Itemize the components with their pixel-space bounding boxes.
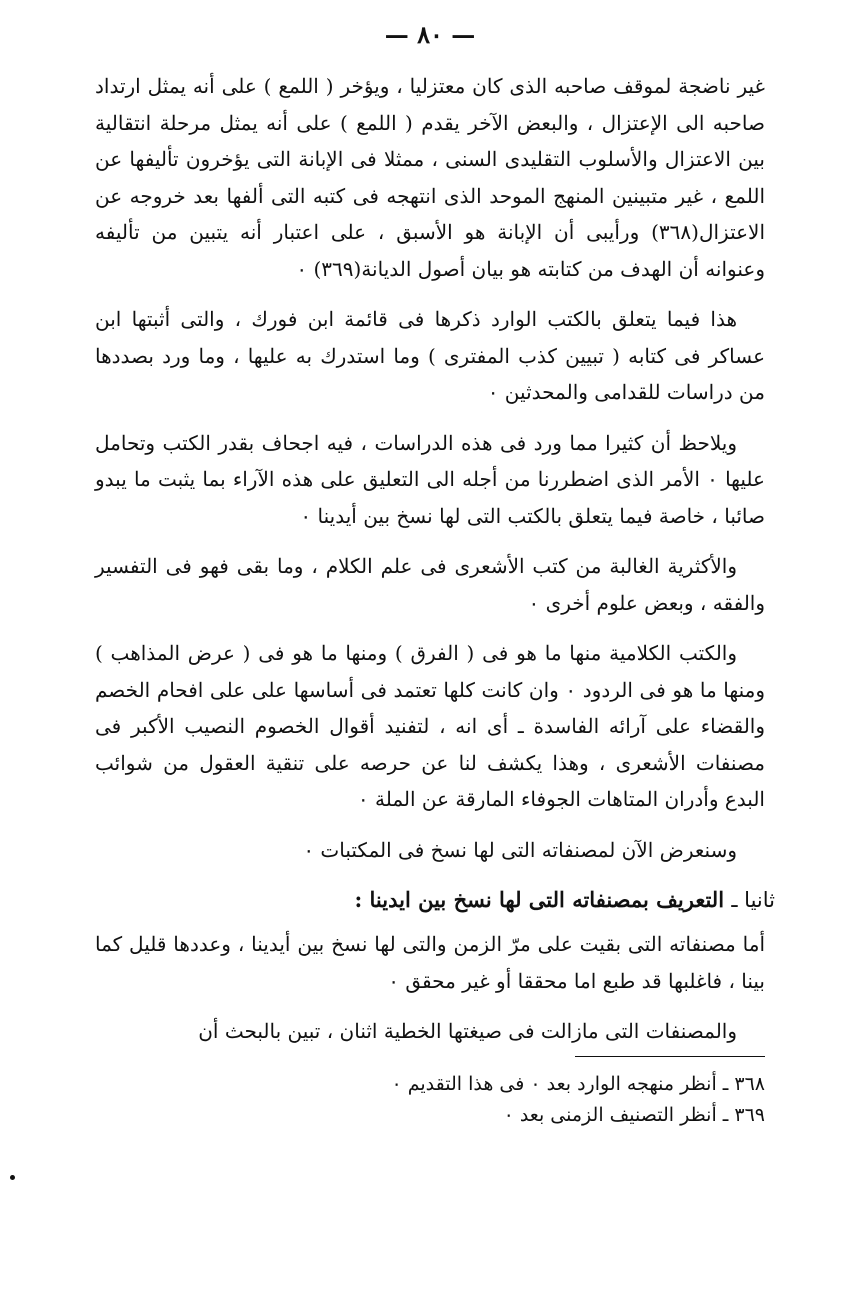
paragraph-5: والكتب الكلامية منها ما هو فى ( الفرق ) ومنها ما هو فى ( عرض المذاهب ) ومنها ما هو فى الردود ٠ وان كانت كلها تعتمد فى أساسها على على افحام الخصم والقضاء على آرائه الفاسدة ـ أى انه ، لتفنيد أقوال الخصوم النصيب الأكبر فى مصنفات الأشعرى ، وهذا يكشف لنا عن حرصه على تنقية العقول من شوائب البدع وأدران المتاهات الجوفاء المارقة عن الملة ٠ [95,641,765,811]
paragraph-1: غير ناضجة لموقف صاحبه الذى كان معتزليا ، ويؤخر ( اللمع ) على أنه يمثل ارتداد صاحبه الى الإعتزال ، والبعض الآخر يقدم ( اللمع ) على أنه يمثل مرحلة انتقالية بين الاعتزال والأسلوب التقليدى السنى ، ممثلا فى الإبانة التى يؤخرون تأليفها عن اللمع ، غير متبينين المنهج الموحد الذى انتهجه فى كتبه التى ألفها بعد خروجه عن الاعتزال(٣٦٨) ورأيبى أن الإبانة هو الأسبق ، على اعتبار أنه يتبين من تأليفه وعنوانه أن الهدف من كتابته هو بيان أصول الديانة(٣٦٩) ٠ [95,74,765,281]
footnote-separator [575,1056,765,1057]
section-heading-prefix: ثانيا ـ [731,888,775,912]
footnote-368: ٣٦٨ ـ أنظر منهجه الوارد بعد ٠ فى هذا التقديم ٠ [391,1072,765,1095]
page-number: — ٨٠ — [384,20,476,49]
paragraph-3: ويلاحظ أن كثيرا مما ورد فى هذه الدراسات ، فيه اجحاف بقدر الكتب وتحامل عليها ٠ الأمر الذى اضطررنا من أجله الى التعليق على هذه الآراء بما يثبت ما يبدو صائبا ، خاصة فيما يتعلق بالكتب التى لها نسخ بين أيدينا ٠ [95,430,765,528]
footnote-369: ٣٦٩ ـ أنظر التصنيف الزمنى بعد ٠ [503,1103,765,1126]
paragraph-2: هذا فيما يتعلق بالكتب الوارد ذكرها فى قائمة ابن فورك ، والتى أثبتها ابن عساكر فى كتابه ( تبيين كذب المفترى ) وما استدرك به عليها ، وما ورد بصددها من دراسات للقدامى والمحدثين ٠ [95,307,765,404]
paragraph-8: والمصنفات التى مازالت فى صيغتها الخطية اثنان ، تبين بالبحث أن [198,1019,737,1043]
document-page [95,20,775,1131]
paragraph-7: أما مصنفاته التى بقيت على مرّ الزمن والتى لها نسخ بين أيدينا ، وعددها قليل كما بينا ، فاغلبها قد طبع اما محققا أو غير محقق ٠ [95,932,765,993]
paragraph-6: وسنعرض الآن لمصنفاته التى لها نسخ فى المكتبات ٠ [303,837,737,862]
paragraph-4: والأكثرية الغالبة من كتب الأشعرى فى علم الكلام ، وما بقى فهو فى التفسير والفقه ، وبعض علوم أخرى ٠ [95,554,765,615]
section-heading [95,882,775,918]
section-heading-title: التعريف بمصنفاته التى لها نسخ بين ايدينا : [354,887,725,912]
scan-speck [10,1175,15,1180]
